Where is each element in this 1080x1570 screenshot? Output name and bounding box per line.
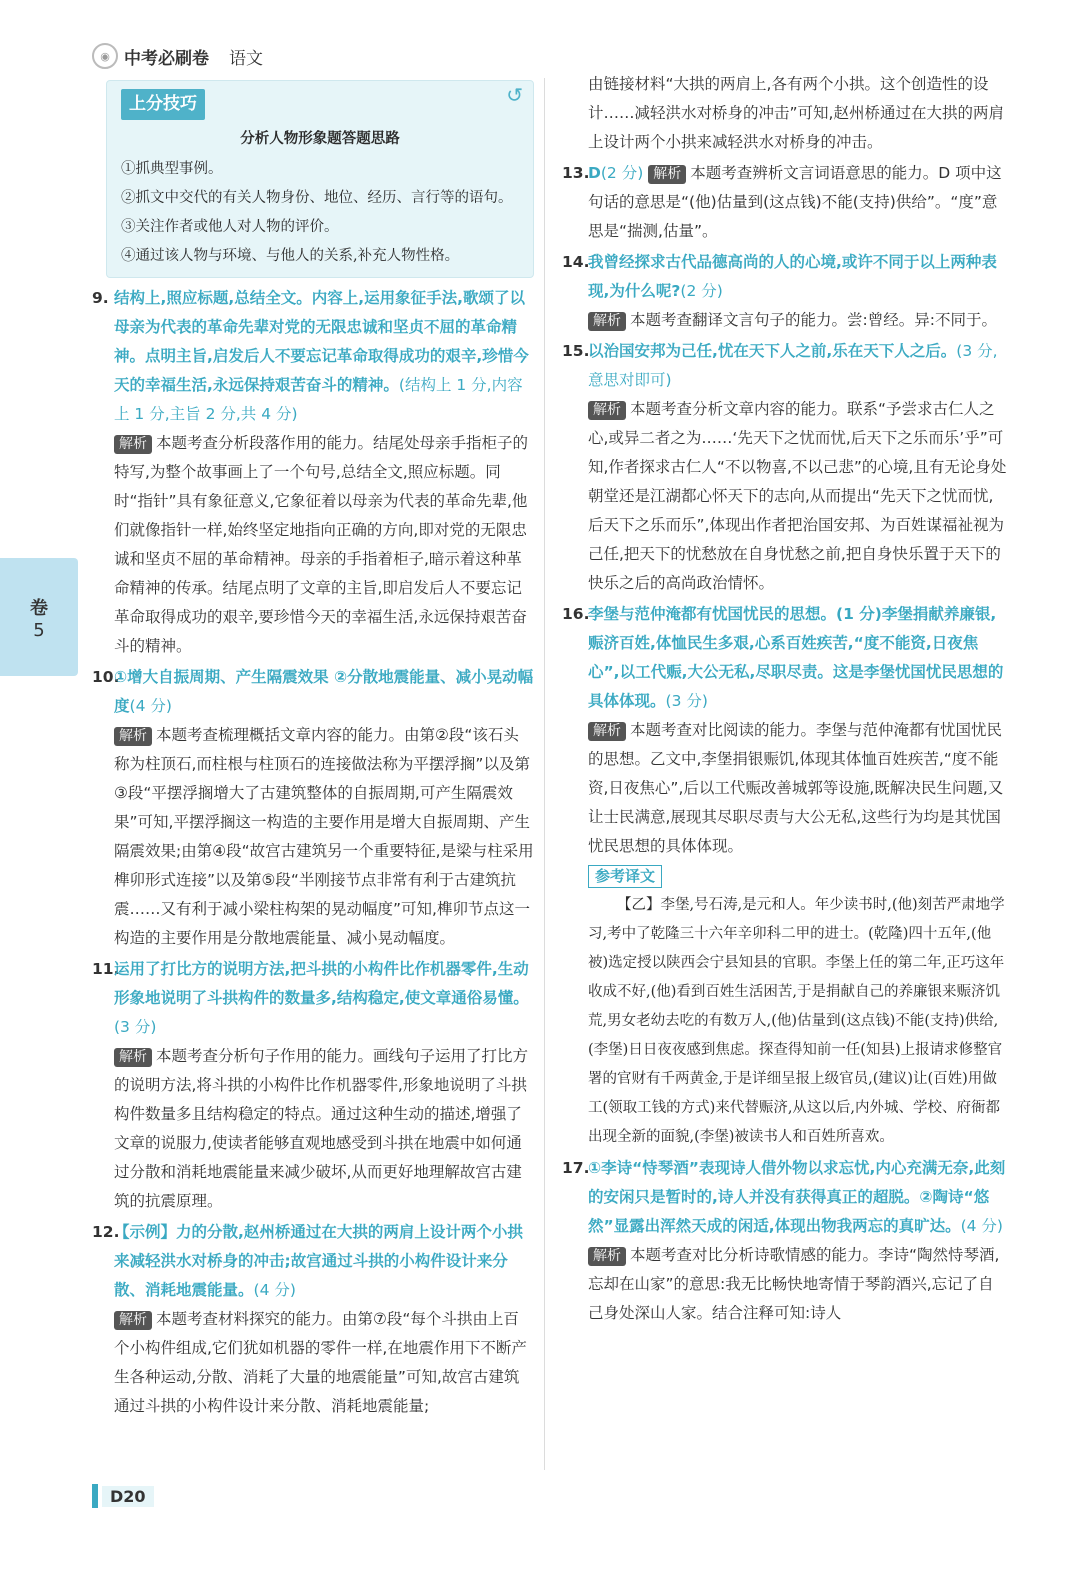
- explanation: 解析 本题考查分析段落作用的能力。结尾处母亲手指柜子的特写,为整个故事画上了一个句号,总结全文,照应标题。同时“指针”具有象征意义,它象征着以母亲为代表的革命先辈,他们就像指针一样,始终坚定地指向正确的方向,即对党的无限忠诚和坚贞不屈的革命精神。母亲的手指着柜子,暗示着这种革命精神的传承。结尾点明了文章的主旨,即启发后人不要忘记革命取得成功的艰辛,要珍惜今天的幸福生活,永远保持艰苦奋斗的精神。: [114, 434, 529, 655]
- tip-line: ①抓典型事例。: [121, 161, 223, 177]
- side-tab-number: 5: [33, 619, 45, 641]
- question-number: 12.: [92, 1223, 120, 1241]
- page-header: [92, 40, 263, 72]
- question-number: 13.: [562, 164, 590, 182]
- left-column: [92, 80, 534, 1421]
- score-text: (2 分): [680, 282, 723, 300]
- explanation: 解析 本题考查对比阅读的能力。李堡与范仲淹都有忧国忧民的思想。乙文中,李堡捐银赈饥,体现其体恤百姓疾苦,“度不能资,日夜焦心”,后以工代赈改善城郭等设施,既解决民生问题,又让士民满意,展现其尽职尽责与大公无私,这些行为均是其忧国忧民思想的具体体现。: [588, 721, 1004, 855]
- book-title: 中考必刷卷: [124, 48, 209, 69]
- score-text: (4 分): [129, 697, 172, 715]
- question-number: 14.: [562, 253, 590, 271]
- score-text: (结构上 1 分,内容上 1 分,主旨 2 分,共 4 分): [114, 376, 523, 423]
- explanation-continued: 由链接材料“大拱的两肩上,各有两个小拱。这个创造性的设计……减轻洪水对桥身的冲击”可知,赵州桥通过在大拱的两肩上设计两个小拱来减轻洪水对桥身的冲击。: [588, 75, 1004, 151]
- explanation-tag: 解析: [588, 312, 626, 331]
- page-number: [92, 1484, 154, 1508]
- explanation: 解析 本题考查分析文章内容的能力。联系“予尝求古仁人之心,或异二者之为……‘先天下之忧而忧,后天下之乐而乐’乎”可知,作者探求古仁人“不以物喜,不以己悲”的心境,且有无论身处朝堂还是江湖都心怀天下的志向,从而提出“先天下之忧而忧,后天下之乐而乐”,体现出作者把治国安邦、为百姓谋福祉视为己任,把天下的忧愁放在自身忧愁之前,把自身快乐置于天下的快乐之后的高尚政治情怀。: [588, 400, 1007, 592]
- tip-box: [106, 80, 534, 278]
- answer-text: ①增大自振周期、产生隔震效果 ②分散地震能量、减小晃动幅度(4 分): [114, 668, 534, 715]
- question-11: [92, 955, 534, 1216]
- answer-text: D: [588, 164, 601, 182]
- tip-line: ②抓文中交代的有关人物身份、地位、经历、言行等的语句。: [121, 190, 513, 206]
- book-logo-icon: ◉: [92, 43, 118, 69]
- question-number: 16.: [562, 605, 590, 623]
- explanation: 解析 本题考查对比分析诗歌情感的能力。李诗“陶然恃琴酒,忘却在山家”的意思:我无比畅快地寄情于琴韵酒兴,忘记了自己身处深山人家。结合注释可知:诗人: [588, 1246, 1000, 1322]
- question-14: [562, 248, 1008, 335]
- question-number: 11.: [92, 960, 120, 978]
- question-17: [562, 1154, 1008, 1328]
- explanation-tag: 解析: [114, 1048, 152, 1067]
- answer-text: ①李诗“恃琴酒”表现诗人借外物以求忘忧,内心充满无奈,此刻的安闲只是暂时的,诗人并没有获得真正的超脱。②陶诗“悠然”显露出浑然天成的闲适,体现出物我两忘的真旷达。(4 分): [588, 1159, 1006, 1235]
- column-divider: [544, 78, 545, 1470]
- tip-title: 分析人物形象题答题思路: [240, 130, 400, 147]
- score-text: (4 分): [253, 1281, 296, 1299]
- tip-line: ④通过该人物与环境、与他人的关系,补充人物性格。: [121, 248, 460, 264]
- tip-line: ③关注作者或他人对人物的评价。: [121, 219, 339, 235]
- explanation: 解析 本题考查材料探究的能力。由第⑦段“每个斗拱由上百个小构件组成,它们犹如机器的零件一样,在地震作用下不断产生各种运动,分散、消耗了大量的地震能量”可知,故宫古建筑通过斗拱的小构件设计来分散、消耗地震能量;: [114, 1310, 527, 1415]
- translation-text: 【乙】李堡,号石涛,是元和人。年少读书时,(他)刻苦严肃地学习,考中了乾隆三十六年辛卯科二甲的进士。(乾隆)四十五年,(他被)选定授以陕西会宁县知县的官职。李堡上任的第二年,正巧这年收成不好,(他)看到百姓生活困苦,于是捐献自己的养廉银来赈济饥荒,男女老幼去吃的有数万人,(他)估量到(这点钱)不能(支持)供给,(李堡)日日夜夜感到焦虑。探查得知前一任(知县)上报请求修整官署的官财有千两黄金,于是详细呈报上级官员,(建议)让(百姓)用做工(领取工钱的方式)来代替赈济,从这以后,内外城、学校、府衙都出现全新的面貌,(李堡)被读书人和百姓所喜欢。: [588, 897, 1005, 1145]
- score-text: (3 分,意思对即可): [588, 342, 998, 389]
- explanation: 解析 本题考查分析句子作用的能力。画线句子运用了打比方的说明方法,将斗拱的小构件比作机器零件,形象地说明了斗拱构件数量多且结构稳定的特点。通过这种生动的描述,增强了文章的说服力,使读者能够直观地感受到斗拱在地震中如何通过分散和消耗地震能量来减少破坏,从而更好地理解故宫古建筑的抗震原理。: [114, 1047, 529, 1210]
- score-text: (4 分): [960, 1217, 1003, 1235]
- tip-tag: 上分技巧: [121, 89, 205, 120]
- question-10: [92, 663, 534, 953]
- explanation: 解析 本题考查梳理概括文章内容的能力。由第②段“该石头称为柱顶石,而柱根与柱顶石的连接做法称为平摆浮搁”以及第③段“平摆浮搁增大了古建筑整体的自振周期,可产生隔震效果”可知,平摆浮搁这一构造的主要作用是增大自振周期、产生隔震效果;由第④段“故宫古建筑另一个重要特征,是梁与柱采用榫卯形式连接”以及第⑤段“半刚接节点非常有利于古建筑抗震……又有利于减小梁柱构架的晃动幅度”可知,榫卯节点这一构造的主要作用是分散地震能量、减小晃动幅度。: [114, 726, 534, 947]
- question-number: 17.: [562, 1159, 590, 1177]
- score-text: (2 分): [600, 164, 644, 182]
- answer-text: 【示例】力的分散,赵州桥通过在大拱的两肩上设计两个小拱来减轻洪水对桥身的冲击;故宫通过斗拱的小构件设计来分散、消耗地震能量。(4 分): [114, 1223, 523, 1299]
- score-text: (3 分): [114, 1018, 157, 1036]
- answer-text: 以治国安邦为己任,忧在天下人之前,乐在天下人之后。(3 分,意思对即可): [588, 342, 998, 389]
- question-number: 15.: [562, 342, 590, 360]
- answer-text: 运用了打比方的说明方法,把斗拱的小构件比作机器零件,生动形象地说明了斗拱构件的数量多,结构稳定,使文章通俗易懂。(3 分): [114, 960, 529, 1036]
- question-number: 9.: [92, 289, 109, 307]
- answer-text: 结构上,照应标题,总结全文。内容上,运用象征手法,歌颂了以母亲为代表的革命先辈对党的无限忠诚和坚贞不屈的革命精神。点明主旨,启发后人不要忘记革命取得成功的艰辛,珍惜今天的幸福生活,永远保持艰苦奋斗的精神。(结构上 1 分,内容上 1 分,主旨 2 分,共 4 分): [114, 289, 529, 423]
- subject-label: 语文: [229, 48, 263, 69]
- answer-text: 我曾经探求古代品德高尚的人的心境,或许不同于以上两种表现,为什么呢?(2 分): [588, 253, 997, 300]
- question-16: [562, 600, 1008, 861]
- translation-tag: 参考译文: [588, 865, 662, 888]
- right-column: [562, 70, 1008, 1328]
- side-tab: [0, 558, 78, 676]
- explanation-tag: 解析: [114, 435, 152, 454]
- explanation-tag: 解析: [588, 1247, 626, 1266]
- explanation-tag: 解析: [114, 727, 152, 746]
- question-12: [92, 1218, 534, 1421]
- answer-text: 李堡与范仲淹都有忧国忧民的思想。(1 分)李堡捐献养廉银,赈济百姓,体恤民生多艰,心系百姓疾苦,“度不能资,日夜焦心”,以工代赈,大公无私,尽职尽责。这是李堡忧国忧民思想的具体体现。(3 分): [588, 605, 1004, 710]
- question-15: [562, 337, 1008, 598]
- page-curl-icon: ↺: [506, 83, 523, 107]
- answer-and-explanation: D(2 分) 解析 本题考查辨析文言词语意思的能力。D 项中这句话的意思是“(他)估量到(这点钱)不能(支持)供给”。“度”意思是“揣测,估量”。: [588, 164, 1002, 240]
- question-number: 10.: [92, 668, 120, 686]
- side-tab-label: 卷: [30, 597, 48, 619]
- explanation-tag: 解析: [588, 722, 626, 741]
- explanation-tag: 解析: [648, 165, 686, 184]
- explanation: 解析 本题考查翻译文言句子的能力。尝:曾经。异:不同于。: [588, 306, 1008, 335]
- page-number-bar: [92, 1484, 98, 1508]
- score-text: (3 分): [665, 692, 708, 710]
- question-9: [92, 284, 534, 661]
- page-number-text: D20: [102, 1486, 154, 1507]
- question-13: [562, 159, 1008, 246]
- explanation-tag: 解析: [588, 401, 626, 420]
- explanation-tag: 解析: [114, 1311, 152, 1330]
